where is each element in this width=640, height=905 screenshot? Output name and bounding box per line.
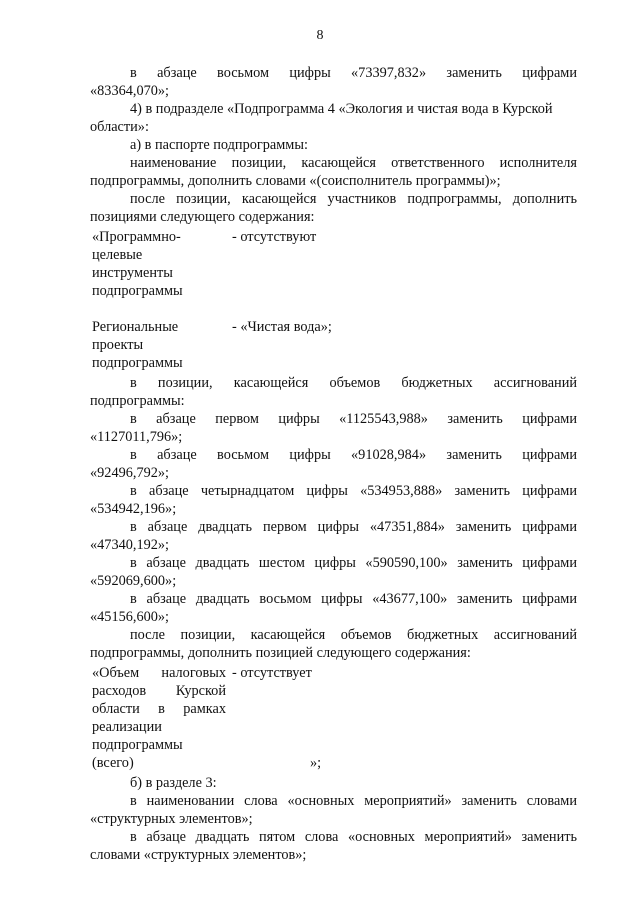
position-label-line: (всего) <box>92 755 134 771</box>
text-line: в абзаце восьмом цифры «91028,984» заменить цифрами <box>130 447 577 463</box>
position-label-line: области в рамках <box>92 701 226 717</box>
text-line: в абзаце первом цифры «1125543,988» заменить цифрами <box>130 411 577 427</box>
text-line: «592069,600»; <box>90 573 177 589</box>
position-value: - «Чистая вода»; <box>232 319 332 335</box>
text-line: в наименовании слова «основных мероприятий» заменить словами <box>130 793 577 809</box>
position-value: - отсутствует <box>232 665 312 681</box>
text-line: в абзаце восьмом цифры «73397,832» заменить цифрами <box>130 65 577 81</box>
position-label-line: подпрограммы <box>92 283 183 299</box>
text-line: «структурных элементов»; <box>90 811 253 827</box>
text-line: 4) в подразделе «Подпрограмма 4 «Экология и чистая вода в Курской <box>130 101 553 117</box>
text-line: в абзаце четырнадцатом цифры «534953,888» заменить цифрами <box>130 483 577 499</box>
page-number: 8 <box>316 28 324 43</box>
text-line: в абзаце двадцать шестом цифры «590590,100» заменить цифрами <box>130 555 577 571</box>
position-label-line: реализации <box>92 719 162 735</box>
text-line: области»: <box>90 119 149 135</box>
text-line: в позиции, касающейся объемов бюджетных ассигнований <box>130 375 577 391</box>
text-line: наименование позиции, касающейся ответственного исполнителя <box>130 155 577 171</box>
position-closing-quote: »; <box>310 755 322 771</box>
position-label-line: «Программно- <box>92 229 181 245</box>
position-label-line: подпрограммы <box>92 355 183 371</box>
position-value: - отсутствуют <box>232 229 317 245</box>
text-line: «83364,070»; <box>90 83 170 99</box>
position-label-line: проекты <box>92 337 144 353</box>
text-line: словами «структурных элементов»; <box>90 847 307 863</box>
text-line: подпрограммы, дополнить позицией следующего содержания: <box>90 645 471 661</box>
text-line: позициями следующего содержания: <box>90 209 315 225</box>
text-line: а) в паспорте подпрограммы: <box>130 137 308 153</box>
text-line: в абзаце двадцать восьмом цифры «43677,100» заменить цифрами <box>130 591 577 607</box>
text-line: «45156,600»; <box>90 609 170 625</box>
text-line: после позиции, касающейся участников подпрограммы, дополнить <box>130 191 577 207</box>
text-line: б) в разделе 3: <box>130 775 217 791</box>
position-label-line: «Объем налоговых <box>92 665 226 681</box>
text-line: «1127011,796»; <box>90 429 183 445</box>
text-line: в абзаце двадцать пятом слова «основных мероприятий» заменить <box>130 829 577 845</box>
text-line: «534942,196»; <box>90 501 177 517</box>
position-label-line: Региональные <box>92 319 179 335</box>
position-label-line: подпрограммы <box>92 737 183 753</box>
position-label-line: расходов Курской <box>92 683 226 699</box>
position-label-line: инструменты <box>92 265 173 281</box>
text-line: после позиции, касающейся объемов бюджетных ассигнований <box>130 627 577 643</box>
text-line: в абзаце двадцать первом цифры «47351,884» заменить цифрами <box>130 519 577 535</box>
text-line: «47340,192»; <box>90 537 170 553</box>
text-line: «92496,792»; <box>90 465 170 481</box>
position-label-line: целевые <box>92 247 143 263</box>
text-line: подпрограммы: <box>90 393 185 409</box>
text-line: подпрограммы, дополнить словами «(соисполнитель программы)»; <box>90 173 501 189</box>
